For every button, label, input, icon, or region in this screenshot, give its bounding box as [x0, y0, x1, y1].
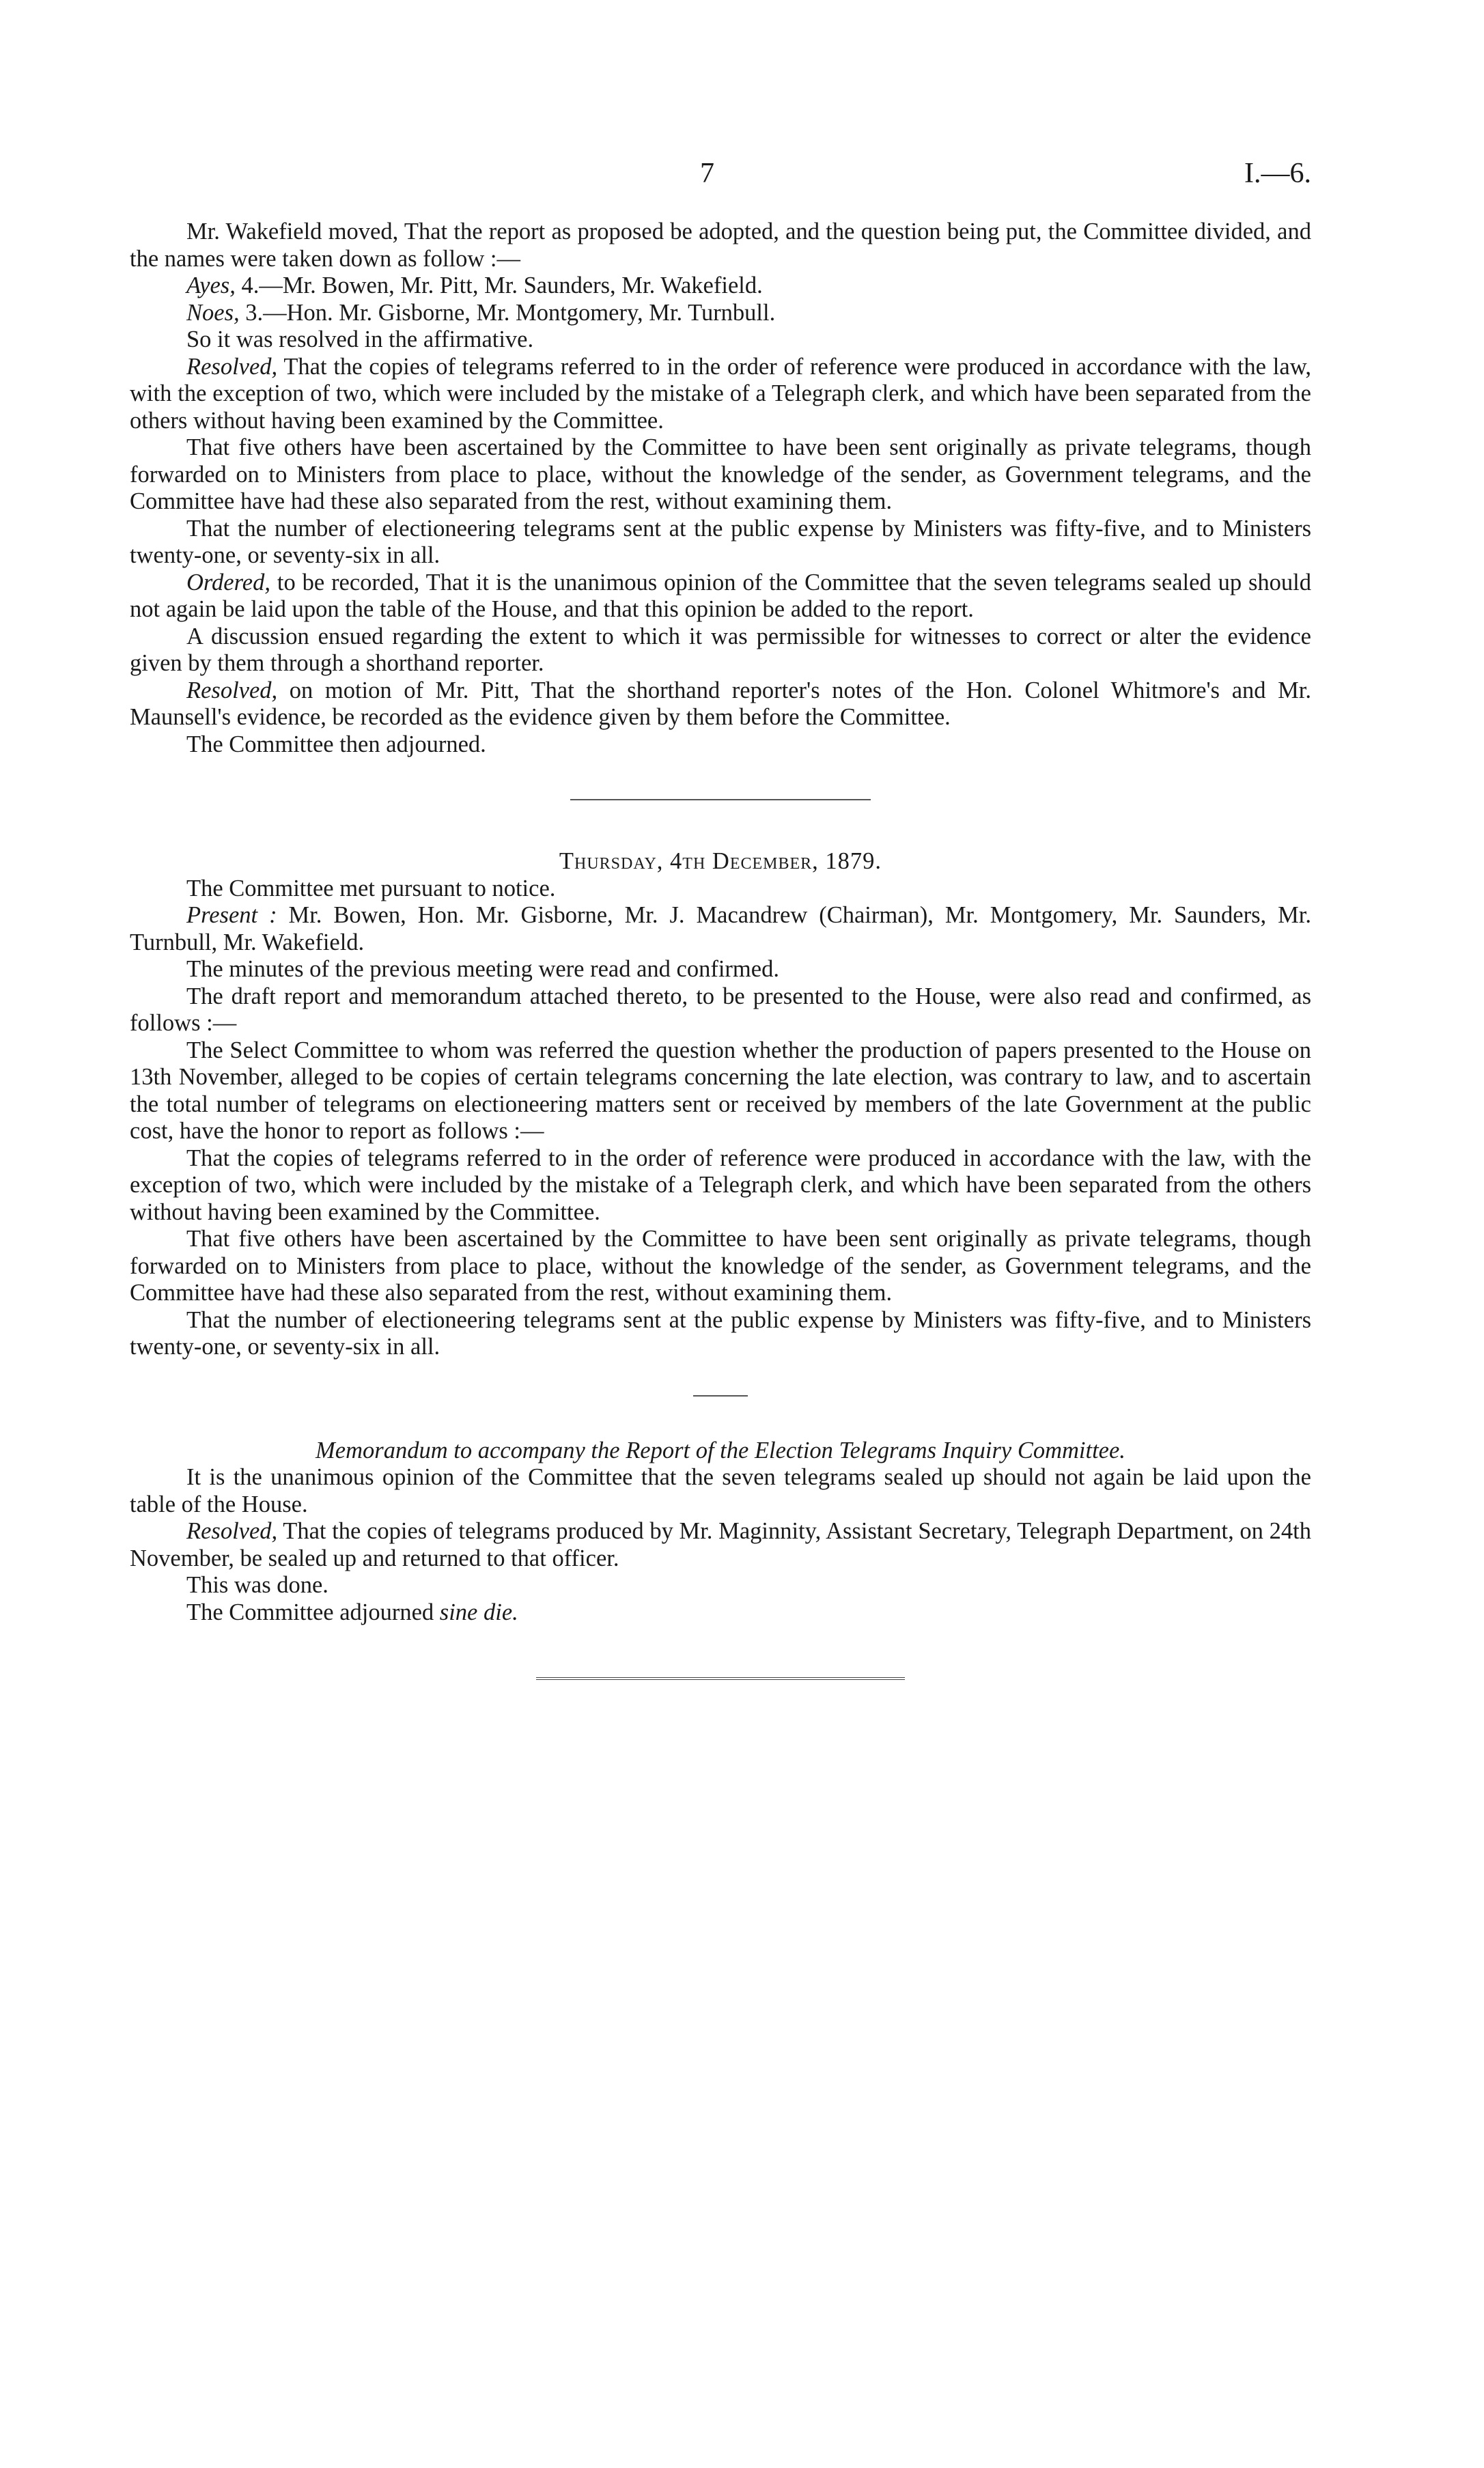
met-pursuant-paragraph: The Committee met pursuant to notice. — [186, 875, 556, 901]
adjourned-sine-die-paragraph — [130, 1599, 1311, 1627]
section-divider — [570, 799, 871, 800]
thursday-meeting-section — [130, 848, 1311, 1361]
adjourned-paragraph: The Committee then adjourned. — [186, 731, 486, 757]
meeting-date-heading: Thursday, 4th December, 1879. — [559, 848, 882, 874]
memorandum-heading: Memorandum to accompany the Report of the Election Telegrams Inquiry Committee. — [316, 1437, 1125, 1463]
five-others-paragraph: That five others have been ascertained by the Committee to have been sent originally as private telegrams, though forwarded on to Ministers from place to place, without the knowledge of the sender, as Government telegrams, and the Committee have had these also separated from the rest, without examining them. — [130, 434, 1311, 514]
present-text: Mr. Bowen, Hon. Mr. Gisborne, Mr. J. Macandrew (Chairman), Mr. Montgomery, Mr. Saunders, Mr. Turnbull, Mr. Wakefield. — [130, 902, 1311, 955]
discussion-paragraph: A discussion ensued regarding the extent to which it was permissible for witnesses to correct or alter the evidence given by them through a shorthand reporter. — [130, 623, 1311, 676]
resolved-label: Resolved, — [186, 1518, 278, 1544]
noes-text: 3.—Hon. Mr. Gisborne, Mr. Montgomery, Mr. Turnbull. — [239, 299, 776, 326]
ordered-text: to be recorded, That it is the unanimous opinion of the Committee that the seven telegrams sealed up should not again be laid upon the table of the House, and that this opinion be added to the report. — [130, 569, 1311, 622]
document-page — [130, 157, 1311, 1682]
present-paragraph — [130, 902, 1311, 956]
page-header — [130, 157, 1311, 219]
adjourned-text: The Committee adjourned — [186, 1599, 440, 1625]
end-divider — [536, 1677, 905, 1682]
noes-label: Noes, — [186, 299, 240, 326]
sine-die-text: sine die. — [439, 1599, 518, 1625]
ordered-paragraph — [130, 570, 1311, 623]
resolved-label: Resolved, — [186, 677, 278, 703]
resolved-text: That the copies of telegrams referred to in the order of reference were produced in accordance with the law, with the exception of two, which were included by the mistake of a Telegraph clerk, and which have been separated from the others without having been examined by the Committee. — [130, 353, 1311, 434]
wakefield-motion-paragraph: Mr. Wakefield moved, That the report as proposed be adopted, and the question being put, the Committee divided, and the names were taken down as follow :— — [130, 219, 1311, 272]
minutes-confirmed-paragraph: The minutes of the previous meeting were read and confirmed. — [186, 956, 779, 982]
five-others-paragraph: That five others have been ascertained by the Committee to have been sent originally as private telegrams, though forwarded on to Ministers from place to place, without the knowledge of the sender, as Government telegrams, and the Committee have had these also separated from the rest, without examining them. — [130, 1226, 1311, 1306]
present-label: Present : — [186, 902, 277, 928]
resolved-text: That the copies of telegrams produced by Mr. Maginnity, Assistant Secretary, Telegraph Department, on 24th November, be sealed up and returned to that officer. — [130, 1518, 1311, 1571]
page-number: 7 — [700, 158, 714, 189]
ayes-label: Ayes, — [186, 272, 236, 298]
resolved-copies-paragraph — [130, 354, 1311, 435]
affirmative-paragraph: So it was resolved in the affirmative. — [186, 326, 534, 352]
resolved-maginnity-paragraph — [130, 1518, 1311, 1572]
number-telegrams-paragraph: That the number of electioneering telegrams sent at the public expense by Ministers was fifty-five, and to Ministers twenty-one, or seventy-six in all. — [130, 1306, 1311, 1360]
copies-accordance-paragraph: That the copies of telegrams referred to in the order of reference were produced in accordance with the law, with the exception of two, which were included by the mistake of a Telegraph clerk, and which have been separated from the others without having been examined by the Committee. — [130, 1145, 1311, 1225]
ayes-text: 4.—Mr. Bowen, Mr. Pitt, Mr. Saunders, Mr. Wakefield. — [235, 272, 763, 298]
resolved-evidence-paragraph — [130, 677, 1311, 731]
resolved-label: Resolved, — [186, 353, 278, 380]
minutes-section — [130, 219, 1311, 758]
number-telegrams-paragraph: That the number of electioneering telegrams sent at the public expense by Ministers was fifty-five, and to Ministers twenty-one, or seventy-six in all. — [130, 515, 1311, 568]
resolved-text: on motion of Mr. Pitt, That the shorthand reporter's notes of the Hon. Colonel Whitmore's and Mr. Maunsell's evidence, be recorded as the evidence given by them before the Committee. — [130, 677, 1311, 730]
noes-paragraph — [130, 300, 1311, 327]
memorandum-section — [130, 1438, 1311, 1627]
select-committee-paragraph: The Select Committee to whom was referred the question whether the production of papers presented to the House on 13th November, alleged to be copies of certain telegrams concerning the late election, was contrary to law, and to ascertain the total number of telegrams on electioneering matters sent or received by members of the late Government at the public cost, have the honor to report as follows :— — [130, 1037, 1311, 1144]
done-paragraph: This was done. — [186, 1572, 328, 1598]
draft-report-paragraph: The draft report and memorandum attached thereto, to be presented to the House, were also read and confirmed, as follows :— — [130, 983, 1311, 1036]
short-divider — [693, 1395, 748, 1397]
unanimous-opinion-paragraph: It is the unanimous opinion of the Committee that the seven telegrams sealed up should not again be laid upon the table of the House. — [130, 1464, 1311, 1517]
ayes-paragraph — [130, 272, 1311, 300]
paper-identifier: I.—6. — [1244, 158, 1311, 189]
ordered-label: Ordered, — [186, 569, 270, 595]
